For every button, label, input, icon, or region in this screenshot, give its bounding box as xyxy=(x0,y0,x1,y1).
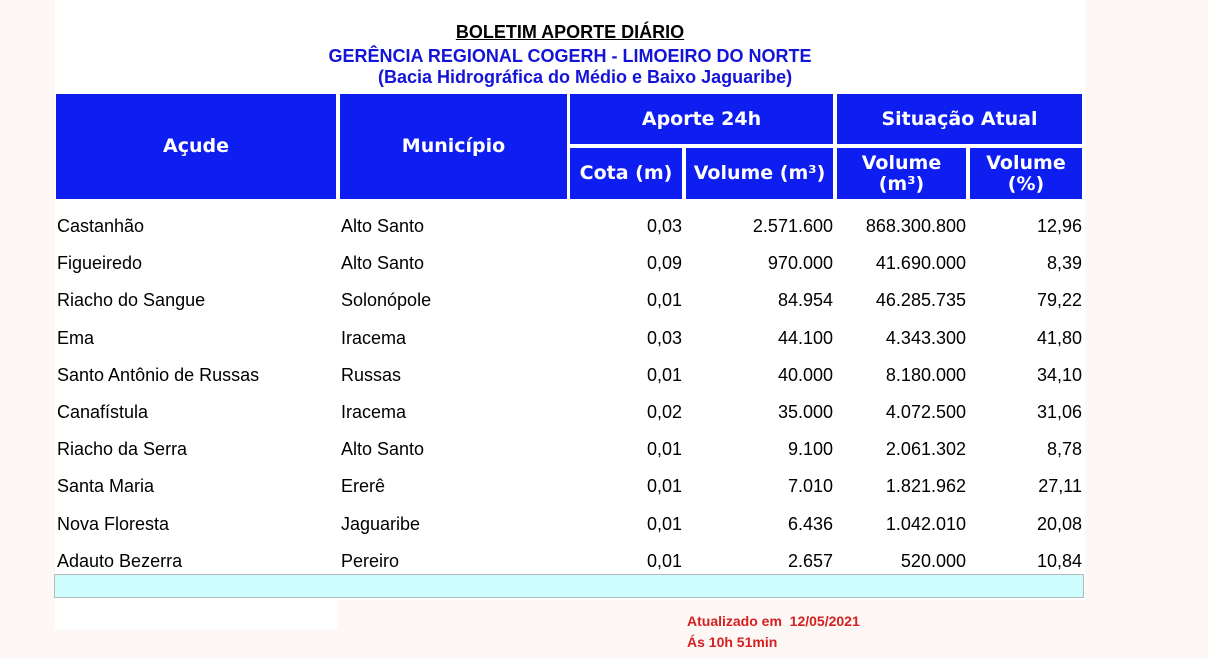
page-title: BOLETIM APORTE DIÁRIO xyxy=(455,22,685,42)
header-aporte-24h: Aporte 24h xyxy=(570,94,833,144)
updated-date: Atualizado em 12/05/2021 xyxy=(687,613,860,629)
cell-cota: 0,02 xyxy=(646,401,682,422)
cell-cota: 0,03 xyxy=(646,216,682,236)
cell-volume-aporte: 970.000 xyxy=(767,253,833,274)
cell-volume-atual: 4.072.500 xyxy=(885,401,966,422)
cell-municipio: Iracema xyxy=(341,401,407,422)
footer-blank xyxy=(55,600,338,630)
table-row xyxy=(55,320,1085,357)
cell-volume-aporte: 2.657 xyxy=(787,550,833,571)
cell-volume-percent: 27,11 xyxy=(1038,476,1082,497)
header-cota: Cota (m) xyxy=(570,148,682,199)
cell-cota: 0,01 xyxy=(646,513,682,534)
cell-acude: Canafístula xyxy=(57,401,149,422)
table-row xyxy=(55,245,1085,282)
cell-municipio: Alto Santo xyxy=(341,439,425,460)
cell-municipio: Ererê xyxy=(341,476,386,497)
cell-volume-aporte: 35.000 xyxy=(777,401,833,422)
cell-cota: 0,01 xyxy=(646,439,682,460)
cell-cota: 0,01 xyxy=(646,476,682,497)
cell-volume-aporte: 2.571.600 xyxy=(752,216,833,236)
cell-volume-aporte: 44.100 xyxy=(777,327,833,348)
table-row xyxy=(55,282,1085,319)
cell-volume-atual: 520.000 xyxy=(900,550,966,571)
cell-cota: 0,01 xyxy=(646,290,682,311)
cell-acude: Riacho da Serra xyxy=(57,439,188,460)
header-situacao-atual: Situação Atual xyxy=(837,94,1082,144)
basin-subtitle: (Bacia Hidrográfica do Médio e Baixo Jaguaribe) xyxy=(378,67,793,87)
cell-municipio: Pereiro xyxy=(341,550,400,571)
cell-volume-atual: 46.285.735 xyxy=(875,290,966,311)
cell-volume-percent: 10,84 xyxy=(1036,550,1082,571)
cell-volume-percent: 79,22 xyxy=(1036,290,1082,311)
cell-cota: 0,03 xyxy=(646,327,682,348)
updated-time: Ás 10h 51min xyxy=(687,634,778,650)
table-row xyxy=(55,468,1085,505)
table-row xyxy=(55,208,1085,245)
cell-acude: Nova Floresta xyxy=(57,513,170,534)
cell-volume-aporte: 84.954 xyxy=(777,290,833,311)
table-row xyxy=(55,431,1085,468)
cell-acude: Santo Antônio de Russas xyxy=(57,364,260,385)
cell-volume-atual: 868.300.800 xyxy=(865,216,966,236)
cell-municipio: Russas xyxy=(341,364,402,385)
cell-municipio: Alto Santo xyxy=(341,253,425,274)
cell-municipio: Solonópole xyxy=(341,290,432,311)
table-row xyxy=(55,357,1085,394)
cell-acude: Adauto Bezerra xyxy=(57,550,183,571)
table-row xyxy=(55,506,1085,543)
cell-volume-percent: 8,39 xyxy=(1046,253,1082,274)
cell-cota: 0,01 xyxy=(646,550,682,571)
cell-volume-aporte: 7.010 xyxy=(787,476,833,497)
cell-cota: 0,09 xyxy=(646,253,682,274)
header-volume-atual: Volume (m³) xyxy=(837,148,966,199)
cell-volume-atual: 2.061.302 xyxy=(885,439,966,460)
header-volume-aporte: Volume (m³) xyxy=(686,148,833,199)
cell-cota: 0,01 xyxy=(646,364,682,385)
cell-volume-percent: 8,78 xyxy=(1046,439,1082,460)
cell-acude: Figueiredo xyxy=(57,253,143,274)
table-row xyxy=(55,394,1085,431)
data-table xyxy=(55,208,1085,580)
header-volume-percent: Volume (%) xyxy=(970,148,1082,199)
cell-acude: Ema xyxy=(57,327,95,348)
cell-volume-atual: 4.343.300 xyxy=(885,327,966,348)
regional-subtitle: GERÊNCIA REGIONAL COGERH - LIMOEIRO DO NORTE xyxy=(328,46,812,66)
cell-volume-percent: 12,96 xyxy=(1036,216,1082,236)
cell-municipio: Alto Santo xyxy=(341,216,425,236)
cell-acude: Riacho do Sangue xyxy=(57,290,206,311)
cell-acude: Castanhão xyxy=(57,216,145,236)
cell-volume-atual: 8.180.000 xyxy=(885,364,966,385)
cell-acude: Santa Maria xyxy=(57,476,155,497)
cell-volume-aporte: 9.100 xyxy=(787,439,833,460)
cell-volume-percent: 41,80 xyxy=(1036,327,1082,348)
cell-volume-percent: 31,06 xyxy=(1036,401,1082,422)
cell-volume-percent: 20,08 xyxy=(1036,513,1082,534)
cell-volume-atual: 1.821.962 xyxy=(885,476,966,497)
cell-volume-aporte: 6.436 xyxy=(787,513,833,534)
cell-volume-atual: 1.042.010 xyxy=(885,513,966,534)
cell-volume-percent: 34,10 xyxy=(1036,364,1082,385)
cell-municipio: Jaguaribe xyxy=(341,513,421,534)
cell-volume-atual: 41.690.000 xyxy=(875,253,966,274)
cell-volume-aporte: 40.000 xyxy=(777,364,833,385)
cell-municipio: Iracema xyxy=(341,327,407,348)
header-municipio: Município xyxy=(340,94,567,199)
header-acude: Açude xyxy=(56,94,336,199)
table-footer-bar xyxy=(54,574,1084,598)
